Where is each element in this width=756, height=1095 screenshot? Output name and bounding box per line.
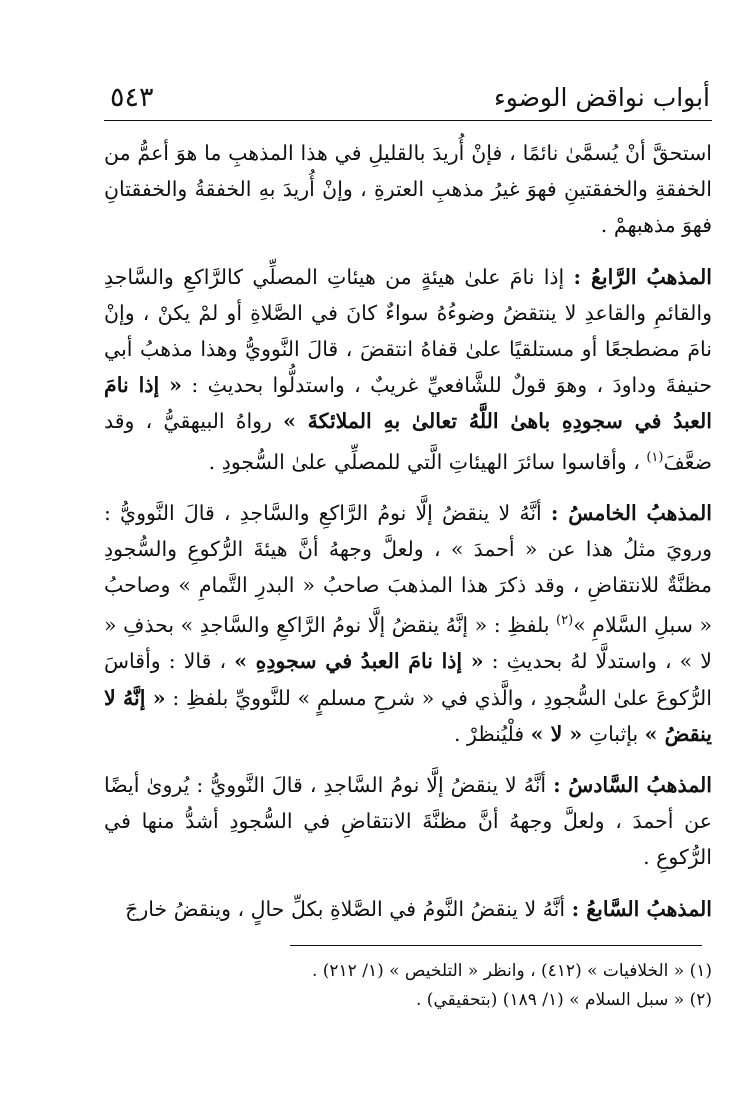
text-run: أنَّهُ لا ينقضُ النَّومُ في الصَّلاةِ بكلِّ حالٍ ، وينقضُ خارجَ (125, 896, 572, 921)
bold-phrase: « إنَّهُ لا ينقضُ » (104, 685, 712, 746)
footnotes (104, 957, 712, 1015)
text-run: ، وأقاسوا سائرَ الهيئاتِ الَّتي للمصلِّي علىٰ السُّجودِ . (208, 449, 647, 474)
bold-phrase: المذهبُ السَّابعُ : (571, 896, 712, 921)
paragraph (104, 767, 712, 876)
bold-phrase: « لا » (530, 721, 583, 746)
text-run: أنَّهُ لا ينقضُ إلَّا نومُ السَّاجدِ ، قالَ النَّوويُّ : يُروىٰ أيضًا عن أحمدَ ، ولعلَّ وجههُ أنَّ مظنَّةَ الانتقاضِ في السُّجودِ أشدُّ منها في الرُّكوعِ . (104, 772, 712, 870)
footnote-2: (٢) « سبل السلام » (١/ ١٨٩) (بتحقيقي) . (416, 990, 712, 1010)
footnote-1: (١) « الخلافيات » (٤١٢) ، وانظر « التلخيص » (١/ ٢١٢) . (311, 961, 712, 981)
page (104, 78, 712, 942)
bold-phrase: المذهبُ السَّادسُ : (553, 772, 712, 797)
footnote-ref: (١) (646, 449, 664, 465)
footnote-ref: (٢) (556, 613, 574, 629)
chapter-title: أبواب نواقض الوضوء (494, 83, 710, 112)
main-text (104, 135, 712, 927)
paragraph (104, 891, 712, 927)
bold-phrase: المذهبُ الخامسُ : (550, 500, 713, 525)
paragraph (104, 135, 712, 244)
running-header (104, 78, 712, 121)
text-run: بلفظِ : « إنَّهُ ينقضُ إلَّا نومُ الرَّاكعِ والسَّاجدِ » بحذفِ « لا » ، واستدلَّا لهُ بحديثِ : (104, 613, 712, 674)
footnote-divider (290, 945, 702, 946)
bold-phrase: « إذا نامَ العبدُ في سجودِهِ » (234, 649, 484, 674)
paragraph (104, 259, 712, 480)
text-run: فلْيُنظرْ . (454, 721, 531, 746)
text-run: استحقَّ أنْ يُسمَّىٰ نائمًا ، فإنْ أُريدَ بالقليلِ في هذا المذهبِ ما هوَ أعمُّ من الخفقةِ والخفقتينِ فهوَ غيرُ مذهبِ العترةِ ، وإنْ أُريدَ بهِ الخفقةُ والخفقتانِ فهوَ مذهبهمْ . (104, 141, 712, 238)
text-run: بإثباتِ (582, 721, 645, 746)
page-number: ٥٤٣ (110, 82, 154, 113)
text-run: أنَّهُ لا ينقضُ إلَّا نومُ الرَّاكعِ والسَّاجدِ ، قالَ النَّوويُّ : ورويَ مثلُ هذا عن « أحمدَ » ، ولعلَّ وجههُ أنَّ هيئةَ الرُّكوعِ والسُّجودِ مظنَّةٌ للانتقاضِ ، وقد ذكرَ هذا المذهبَ صاحبُ « البدرِ التَّمامِ » وصاحبُ « سبلِ السَّلامِ » (104, 500, 712, 638)
bold-phrase: « إذا نامَ العبدُ في سجودِهِ باهىٰ اللَّهُ تعالىٰ بهِ الملائكةَ » (104, 373, 712, 434)
text-run: ، قالا : وأقاسَ الرُّكوعَ علىٰ السُّجودِ ، والَّذي في « شرحِ مسلمٍ » للنَّوويِّ بلفظِ : (104, 649, 712, 710)
bold-phrase: المذهبُ الرَّابعُ : (573, 264, 712, 289)
text-run: إذا نامَ علىٰ هيئةٍ من هيئاتِ المصلِّي كالرَّاكعِ والسَّاجدِ والقائمِ والقاعدِ لا ينتقضُ وضوءُهُ سواءٌ كانَ في الصَّلاةِ أو لمْ يكنْ ، وإنْ نامَ مضطجعًا أو مستلقيًا علىٰ قفاهُ انتقضَ ، قالَ النَّوويُّ وهذا مذهبُ أبي حنيفةَ وداودَ ، وهوَ قولٌ للشَّافعيِّ غريبٌ ، واستدلُّوا بحديثِ : (104, 264, 712, 398)
text-run: رواهُ البيهقيُّ ، وقد ضعَّفَ (104, 409, 712, 474)
paragraph (104, 495, 712, 752)
